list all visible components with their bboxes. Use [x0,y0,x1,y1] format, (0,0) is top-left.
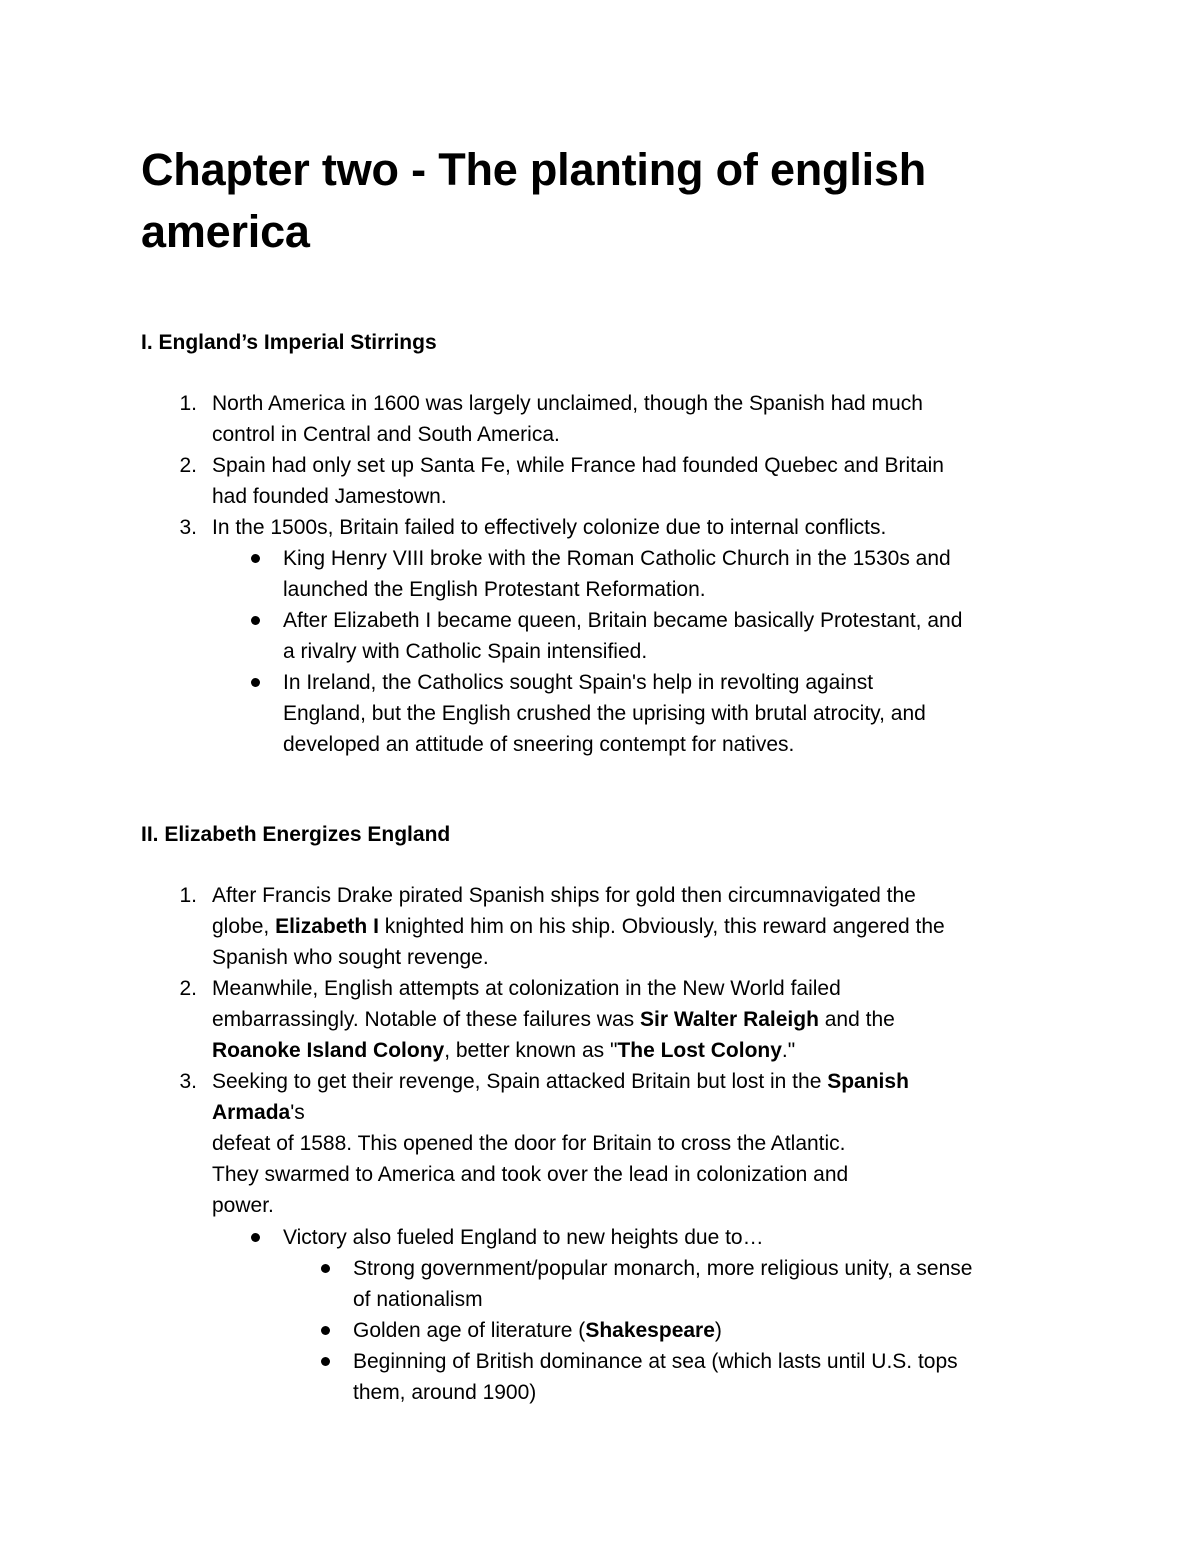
list-item-text: had founded Jamestown. [212,485,447,508]
sub-bullet-icon [321,1357,330,1366]
list-item-text [212,1066,909,1097]
text-run: , better known as " [444,1039,618,1062]
bullet-icon [251,678,260,687]
bold-term: Elizabeth I [275,915,379,938]
bullet-text: a rivalry with Catholic Spain intensified. [283,640,648,663]
list-item-text [212,1097,305,1128]
text-run: globe, [212,915,276,938]
bold-term: Spanish [827,1070,909,1093]
bullet-text: developed an attitude of sneering contempt for natives. [283,733,795,756]
text-run: Seeking to get their revenge, Spain attacked Britain but lost in the [212,1070,828,1093]
sub-bullet-text: Beginning of British dominance at sea (which lasts until U.S. tops [353,1350,958,1373]
bold-term: Roanoke Island Colony [212,1039,445,1062]
sub-bullet-icon [321,1264,330,1273]
bullet-text: In Ireland, the Catholics sought Spain's help in revolting against [283,671,874,694]
bullet-icon [251,554,260,563]
bold-term: Shakespeare [585,1319,715,1342]
list-item-text: power. [212,1194,274,1217]
list-number: 2. [179,977,197,1000]
list-number: 3. [179,1070,197,1093]
text-run: embarrassingly. Notable of these failures was [212,1008,640,1031]
list-item-text: They swarmed to America and took over the lead in colonization and [212,1163,849,1186]
text-run: ) [714,1319,722,1342]
bold-term: Sir Walter Raleigh [639,1008,819,1031]
list-item-text: After Francis Drake pirated Spanish ships for gold then circumnavigated the [212,884,916,907]
text-run: 's [290,1101,305,1124]
list-item-text: Spanish who sought revenge. [212,946,489,969]
bold-term: Armada [212,1101,291,1124]
list-item-text: control in Central and South America. [212,423,560,446]
page-title: Chapter two - The planting of english america [141,144,927,257]
sub-bullet-text [353,1315,722,1346]
bullet-text: Victory also fueled England to new heights due to… [283,1226,764,1249]
text-run: knighted him on his ship. Obviously, this reward angered the [378,915,945,938]
text-run: and the [818,1008,895,1031]
list-number: 2. [179,454,197,477]
list-item-text: Meanwhile, English attempts at colonization in the New World failed [212,977,841,1000]
section-heading-1: I. England’s Imperial Stirrings [141,331,437,354]
sub-bullet-text: Strong government/popular monarch, more religious unity, a sense [353,1257,973,1280]
list-number: 3. [179,516,197,539]
list-item-text: North America in 1600 was largely unclaimed, though the Spanish had much [212,392,923,415]
bullet-text: King Henry VIII broke with the Roman Catholic Church in the 1530s and [283,547,951,570]
sub-bullet-icon [321,1326,330,1335]
list-number: 1. [179,392,197,415]
list-number: 1. [179,884,197,907]
list-item-text: defeat of 1588. This opened the door for Britain to cross the Atlantic. [212,1132,846,1155]
bullet-text: England, but the English crushed the uprising with brutal atrocity, and [283,702,926,725]
list-item-text [212,1035,795,1066]
bullet-text: After Elizabeth I became queen, Britain became basically Protestant, and [283,609,963,632]
bullet-icon [251,1233,260,1242]
sub-bullet-text: them, around 1900) [353,1381,537,1404]
bold-term: The Lost Colony [617,1039,782,1062]
section-heading-2: II. Elizabeth Energizes England [141,823,451,846]
bullet-text: launched the English Protestant Reformation. [283,578,706,601]
list-item-text: In the 1500s, Britain failed to effectively colonize due to internal conflicts. [212,516,887,539]
list-item-text [212,1004,895,1035]
bullet-icon [251,616,260,625]
text-run: ." [781,1039,796,1062]
list-item-text: Spain had only set up Santa Fe, while France had founded Quebec and Britain [212,454,944,477]
list-item-text [212,911,945,942]
sub-bullet-text: of nationalism [353,1288,483,1311]
text-run: Golden age of literature ( [353,1319,586,1342]
